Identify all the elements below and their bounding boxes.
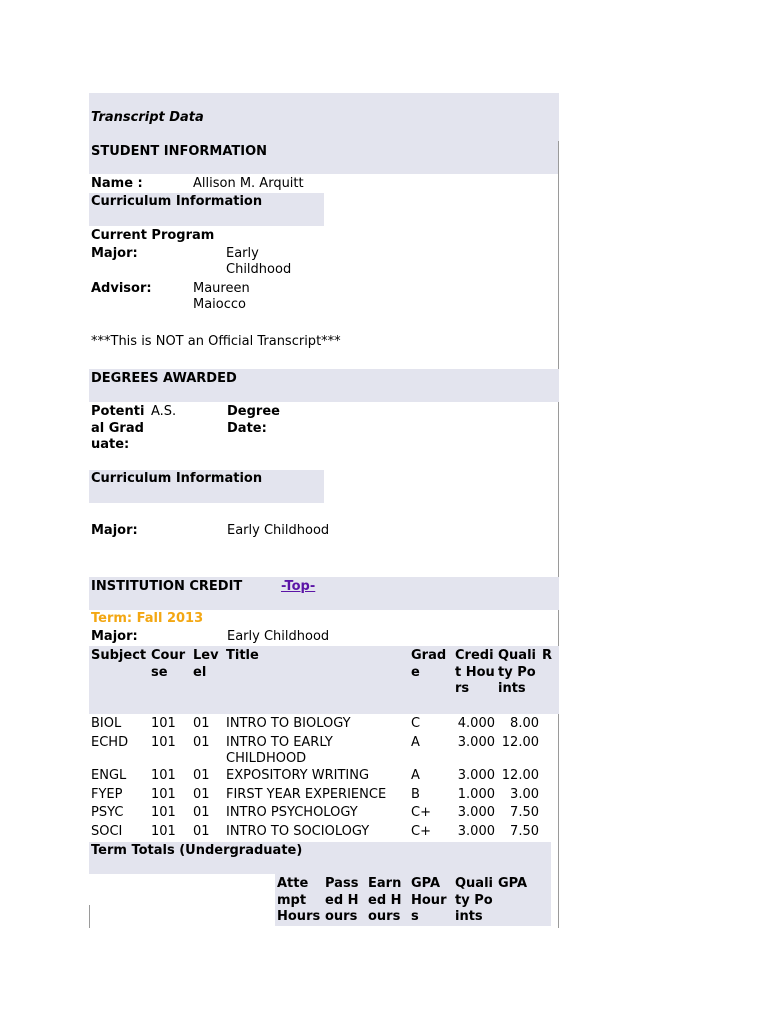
- row-subject: SOCI: [91, 824, 123, 839]
- table-right-border: [558, 141, 559, 928]
- row-course: 101: [151, 805, 176, 820]
- potential-graduate-value: A.S.: [151, 404, 177, 419]
- row-title: INTRO PSYCHOLOGY: [226, 805, 358, 820]
- major-value: Early Childhood: [226, 246, 292, 277]
- row-grade: C+: [411, 824, 431, 839]
- row-grade: C: [411, 716, 421, 731]
- major-label: Major:: [91, 246, 138, 261]
- row-level: 01: [193, 805, 210, 820]
- row-points: 12.00: [501, 768, 539, 783]
- potential-graduate-label: Potential Graduate:: [91, 404, 145, 452]
- name-label: Name :: [91, 176, 143, 191]
- row-subject: BIOL: [91, 716, 122, 731]
- row-level: 01: [193, 787, 210, 802]
- term-label: Term: Fall 2013: [91, 611, 204, 626]
- row-title: INTRO TO SOCIOLOGY: [226, 824, 370, 839]
- row-title: INTRO TO EARLY CHILDHOOD: [226, 735, 333, 766]
- col-quality-points: Quality Points: [498, 648, 536, 696]
- row-level: 01: [193, 735, 210, 750]
- col-credit-hours: Credit Hours: [455, 648, 495, 696]
- top-link[interactable]: -Top-: [281, 579, 316, 594]
- row-credit: 3.000: [457, 768, 495, 783]
- totals-col-quality-points: Quality Points: [455, 876, 493, 924]
- row-points: 3.00: [510, 787, 539, 802]
- unofficial-notice: ***This is NOT an Official Transcript***: [91, 334, 341, 349]
- row-subject: PSYC: [91, 805, 124, 820]
- degrees-curriculum-title: Curriculum Information: [91, 471, 263, 486]
- term-major-value: Early Childhood: [227, 629, 330, 644]
- row-points: 7.50: [510, 824, 539, 839]
- col-course: Course: [151, 648, 186, 680]
- table-left-border: [89, 905, 90, 928]
- row-subject: FYEP: [91, 787, 123, 802]
- degrees-section-title: DEGREES AWARDED: [91, 371, 237, 386]
- row-title: FIRST YEAR EXPERIENCE: [226, 787, 387, 802]
- row-credit: 3.000: [457, 824, 495, 839]
- name-value: Allison M. Arquitt: [193, 176, 304, 191]
- row-credit: 3.000: [457, 735, 495, 750]
- row-course: 101: [151, 824, 176, 839]
- row-credit: 4.000: [457, 716, 495, 731]
- totals-col-gpa: GPA: [498, 876, 528, 891]
- term-major-label: Major:: [91, 629, 138, 644]
- row-grade: B: [411, 787, 420, 802]
- student-section-title: STUDENT INFORMATION: [91, 144, 268, 159]
- row-level: 01: [193, 716, 210, 731]
- current-program-label: Current Program: [91, 228, 215, 243]
- col-subject: Subject: [91, 648, 147, 663]
- row-course: 101: [151, 735, 176, 750]
- totals-col-passed: Passed Hours: [325, 876, 359, 924]
- row-points: 7.50: [510, 805, 539, 820]
- row-title: EXPOSITORY WRITING: [226, 768, 370, 783]
- curriculum-title: Curriculum Information: [91, 194, 263, 209]
- degrees-major-value: Early Childhood: [227, 523, 330, 538]
- col-r: R: [542, 648, 553, 663]
- row-grade: A: [411, 768, 420, 783]
- row-level: 01: [193, 824, 210, 839]
- institution-section-title: INSTITUTION CREDIT: [91, 579, 243, 594]
- totals-col-earned: Earned Hours: [368, 876, 402, 924]
- row-credit: 1.000: [457, 787, 495, 802]
- row-course: 101: [151, 716, 176, 731]
- row-grade: A: [411, 735, 420, 750]
- totals-col-attempt: Attempt Hours: [277, 876, 321, 924]
- row-points: 12.00: [501, 735, 539, 750]
- advisor-value: Maureen Maiocco: [193, 281, 250, 312]
- row-subject: ECHD: [91, 735, 129, 750]
- col-title: Title: [226, 648, 259, 663]
- page-title: Transcript Data: [91, 110, 204, 125]
- col-grade: Grade: [411, 648, 447, 680]
- row-subject: ENGL: [91, 768, 127, 783]
- degree-date-label: Degree Date:: [227, 404, 280, 436]
- row-level: 01: [193, 768, 210, 783]
- row-grade: C+: [411, 805, 431, 820]
- totals-col-gpa-hours: GPA Hours: [411, 876, 447, 924]
- row-course: 101: [151, 768, 176, 783]
- row-title: INTRO TO BIOLOGY: [226, 716, 351, 731]
- col-level: Level: [193, 648, 219, 680]
- row-points: 8.00: [510, 716, 539, 731]
- degrees-major-label: Major:: [91, 523, 138, 538]
- term-totals-title: Term Totals (Undergraduate): [91, 843, 303, 858]
- row-credit: 3.000: [457, 805, 495, 820]
- advisor-label: Advisor:: [91, 281, 152, 296]
- row-course: 101: [151, 787, 176, 802]
